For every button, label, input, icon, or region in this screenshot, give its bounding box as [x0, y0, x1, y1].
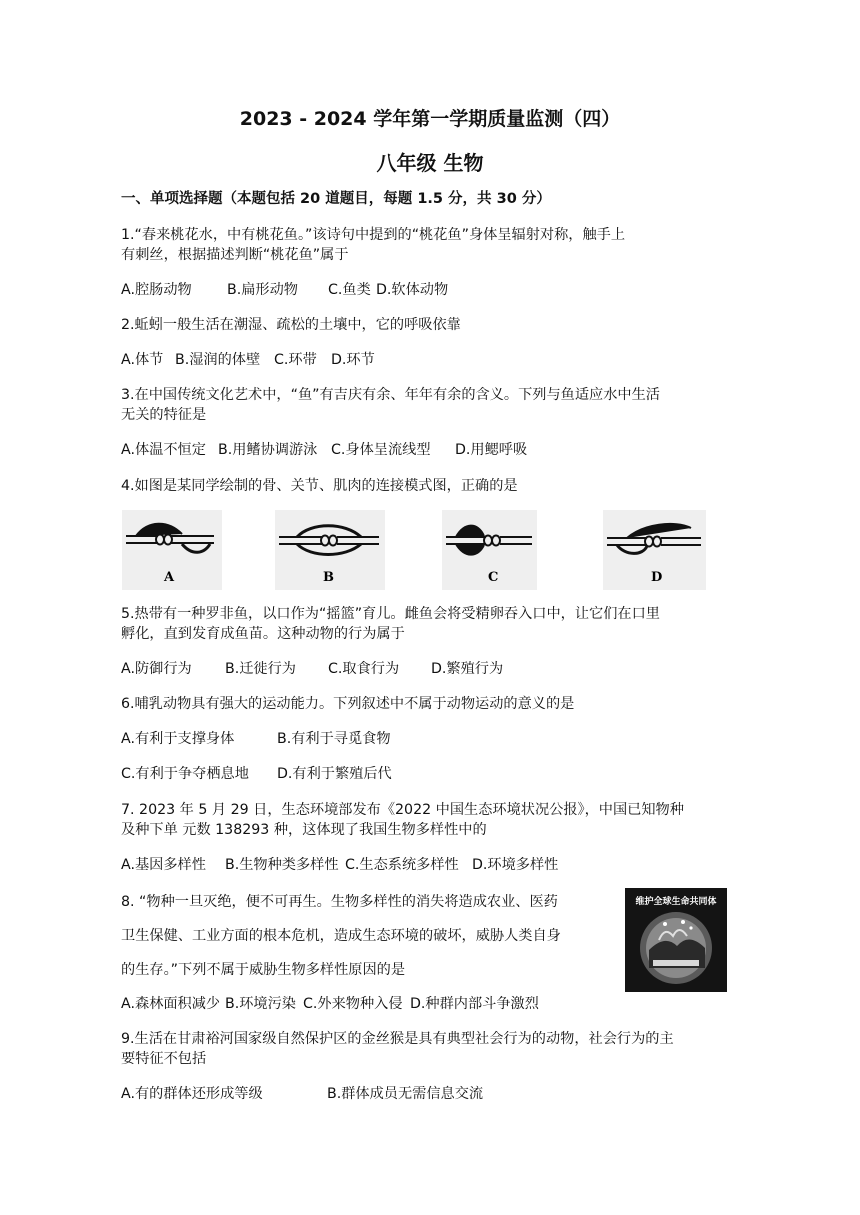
q1-line2: 有刺丝，根据描述判断“桃花鱼”属于: [121, 247, 349, 263]
poster-caption: 维护全球生命共同体: [635, 897, 717, 907]
figure-a: [122, 510, 222, 590]
figure-d: [603, 510, 706, 590]
q7-line1: 7. 2023 年 5 月 29 日，生态环境部发布《2022 中国生态环境状况公报》，中国已知物种: [121, 802, 684, 818]
q7-option-b: B.生物种类多样性: [225, 857, 339, 873]
q1-options: [121, 280, 448, 300]
figure-b-drawing: [275, 510, 385, 590]
q2-option-c: C.环带: [274, 352, 317, 368]
q9-line2: 要特征不包括: [121, 1051, 207, 1067]
figure-d-drawing: [603, 510, 706, 590]
q3-option-a: A.体温不恒定: [121, 442, 206, 458]
q7-options: [121, 855, 558, 875]
q6-option-c: C.有利于争夺栖息地: [121, 766, 249, 782]
figure-c-drawing: [442, 510, 537, 590]
exam-subtitle: 八年级 生物: [376, 151, 484, 175]
q5-option-c: C.取食行为: [328, 661, 400, 677]
q5-option-b: B.迁徙行为: [225, 661, 296, 677]
q2-option-d: D.环节: [331, 352, 375, 368]
q6-options-row2: [121, 764, 392, 784]
q3-option-d: D.用鳃呼吸: [455, 442, 528, 458]
q2-line1: 2.蚯蚓一般生活在潮湿、疏松的土壤中，它的呼吸依靠: [121, 317, 461, 333]
q8-option-c: C.外来物种入侵: [303, 996, 403, 1012]
q6-option-a: A.有利于支撑身体: [121, 731, 235, 747]
q3-line1: 3.在中国传统文化艺术中，“鱼”有吉庆有余、年年有余的含义。下列与鱼适应水中生活: [121, 387, 660, 403]
q8-option-d: D.种群内部斗争激烈: [410, 996, 539, 1012]
q9-option-b: B.群体成员无需信息交流: [327, 1086, 484, 1102]
q9-line1: 9.生活在甘肃裕河国家级自然保护区的金丝猴是具有典型社会行为的动物，社会行为的主: [121, 1031, 674, 1047]
q5-line2: 孵化，直到发育成鱼苗。这种动物的行为属于: [121, 626, 405, 642]
figure-a-drawing: [122, 510, 222, 590]
q8-option-a: A.森林面积减少: [121, 996, 221, 1012]
figure-c-label: C: [488, 570, 499, 585]
q9-options: [121, 1084, 483, 1104]
q2-option-a: A.体节: [121, 352, 164, 368]
figure-b: [275, 510, 385, 590]
figure-b-label: B: [323, 570, 334, 585]
q3-options: [121, 440, 527, 460]
q8-options: [121, 994, 539, 1014]
figure-d-label: D: [651, 570, 663, 585]
biodiversity-poster-image: [625, 888, 727, 992]
q3-option-c: C.身体呈流线型: [331, 442, 431, 458]
q9-option-a: A.有的群体还形成等级: [121, 1086, 263, 1102]
q6-options-row1: [121, 729, 391, 749]
q5-options: [121, 659, 503, 679]
q7-line2: 及种下单 元数 138293 种，这体现了我国生物多样性中的: [121, 822, 487, 838]
q1-line1: 1.“春来桃花水，中有桃花鱼。”该诗句中提到的“桃花鱼”身体呈辐射对称，触手上: [121, 227, 626, 243]
q8-option-b: B.环境污染: [225, 996, 296, 1012]
section-heading: 一、单项选择题（本题包括 20 道题目，每题 1.5 分，共 30 分）: [121, 191, 551, 207]
q6-line1: 6.哺乳动物具有强大的运动能力。下列叙述中不属于动物运动的意义的是: [121, 696, 575, 712]
q8-line3: 的生存。”下列不属于威胁生物多样性原因的是: [121, 962, 406, 978]
q5-line1: 5.热带有一种罗非鱼，以口作为“摇篮”育儿。雌鱼会将受精卵吞入口中，让它们在口里: [121, 606, 660, 622]
q2-options: [121, 350, 375, 370]
q4-line1: 4.如图是某同学绘制的骨、关节、肌肉的连接模式图，正确的是: [121, 478, 518, 494]
exam-title: 2023 - 2024 学年第一学期质量监测（四）: [239, 108, 621, 130]
q7-option-c: C.生态系统多样性: [345, 857, 459, 873]
q3-option-b: B.用鳍协调游泳: [218, 442, 318, 458]
q6-option-d: D.有利于繁殖后代: [277, 766, 392, 782]
q1-option-b: B.扁形动物: [227, 282, 298, 298]
figure-a-label: A: [164, 570, 175, 585]
q5-option-a: A.防御行为: [121, 661, 192, 677]
q3-line2: 无关的特征是: [121, 407, 207, 423]
poster-drawing: [625, 888, 727, 992]
q8-line1: 8. “物种一旦灭绝，便不可再生。生物多样性的消失将造成农业、医药: [121, 894, 558, 910]
q2-option-b: B.湿润的体壁: [175, 352, 261, 368]
q7-option-d: D.环境多样性: [472, 857, 559, 873]
q5-option-d: D.繁殖行为: [431, 661, 504, 677]
q1-option-a: A.腔肠动物: [121, 282, 192, 298]
figure-c: [442, 510, 537, 590]
q8-line2: 卫生保健、工业方面的根本危机，造成生态环境的破坏，威胁人类自身: [121, 928, 561, 944]
q7-option-a: A.基因多样性: [121, 857, 206, 873]
q1-option-c: C.鱼类: [328, 282, 371, 298]
q1-option-d: D.软体动物: [376, 282, 449, 298]
q6-option-b: B.有利于寻觅食物: [277, 731, 391, 747]
